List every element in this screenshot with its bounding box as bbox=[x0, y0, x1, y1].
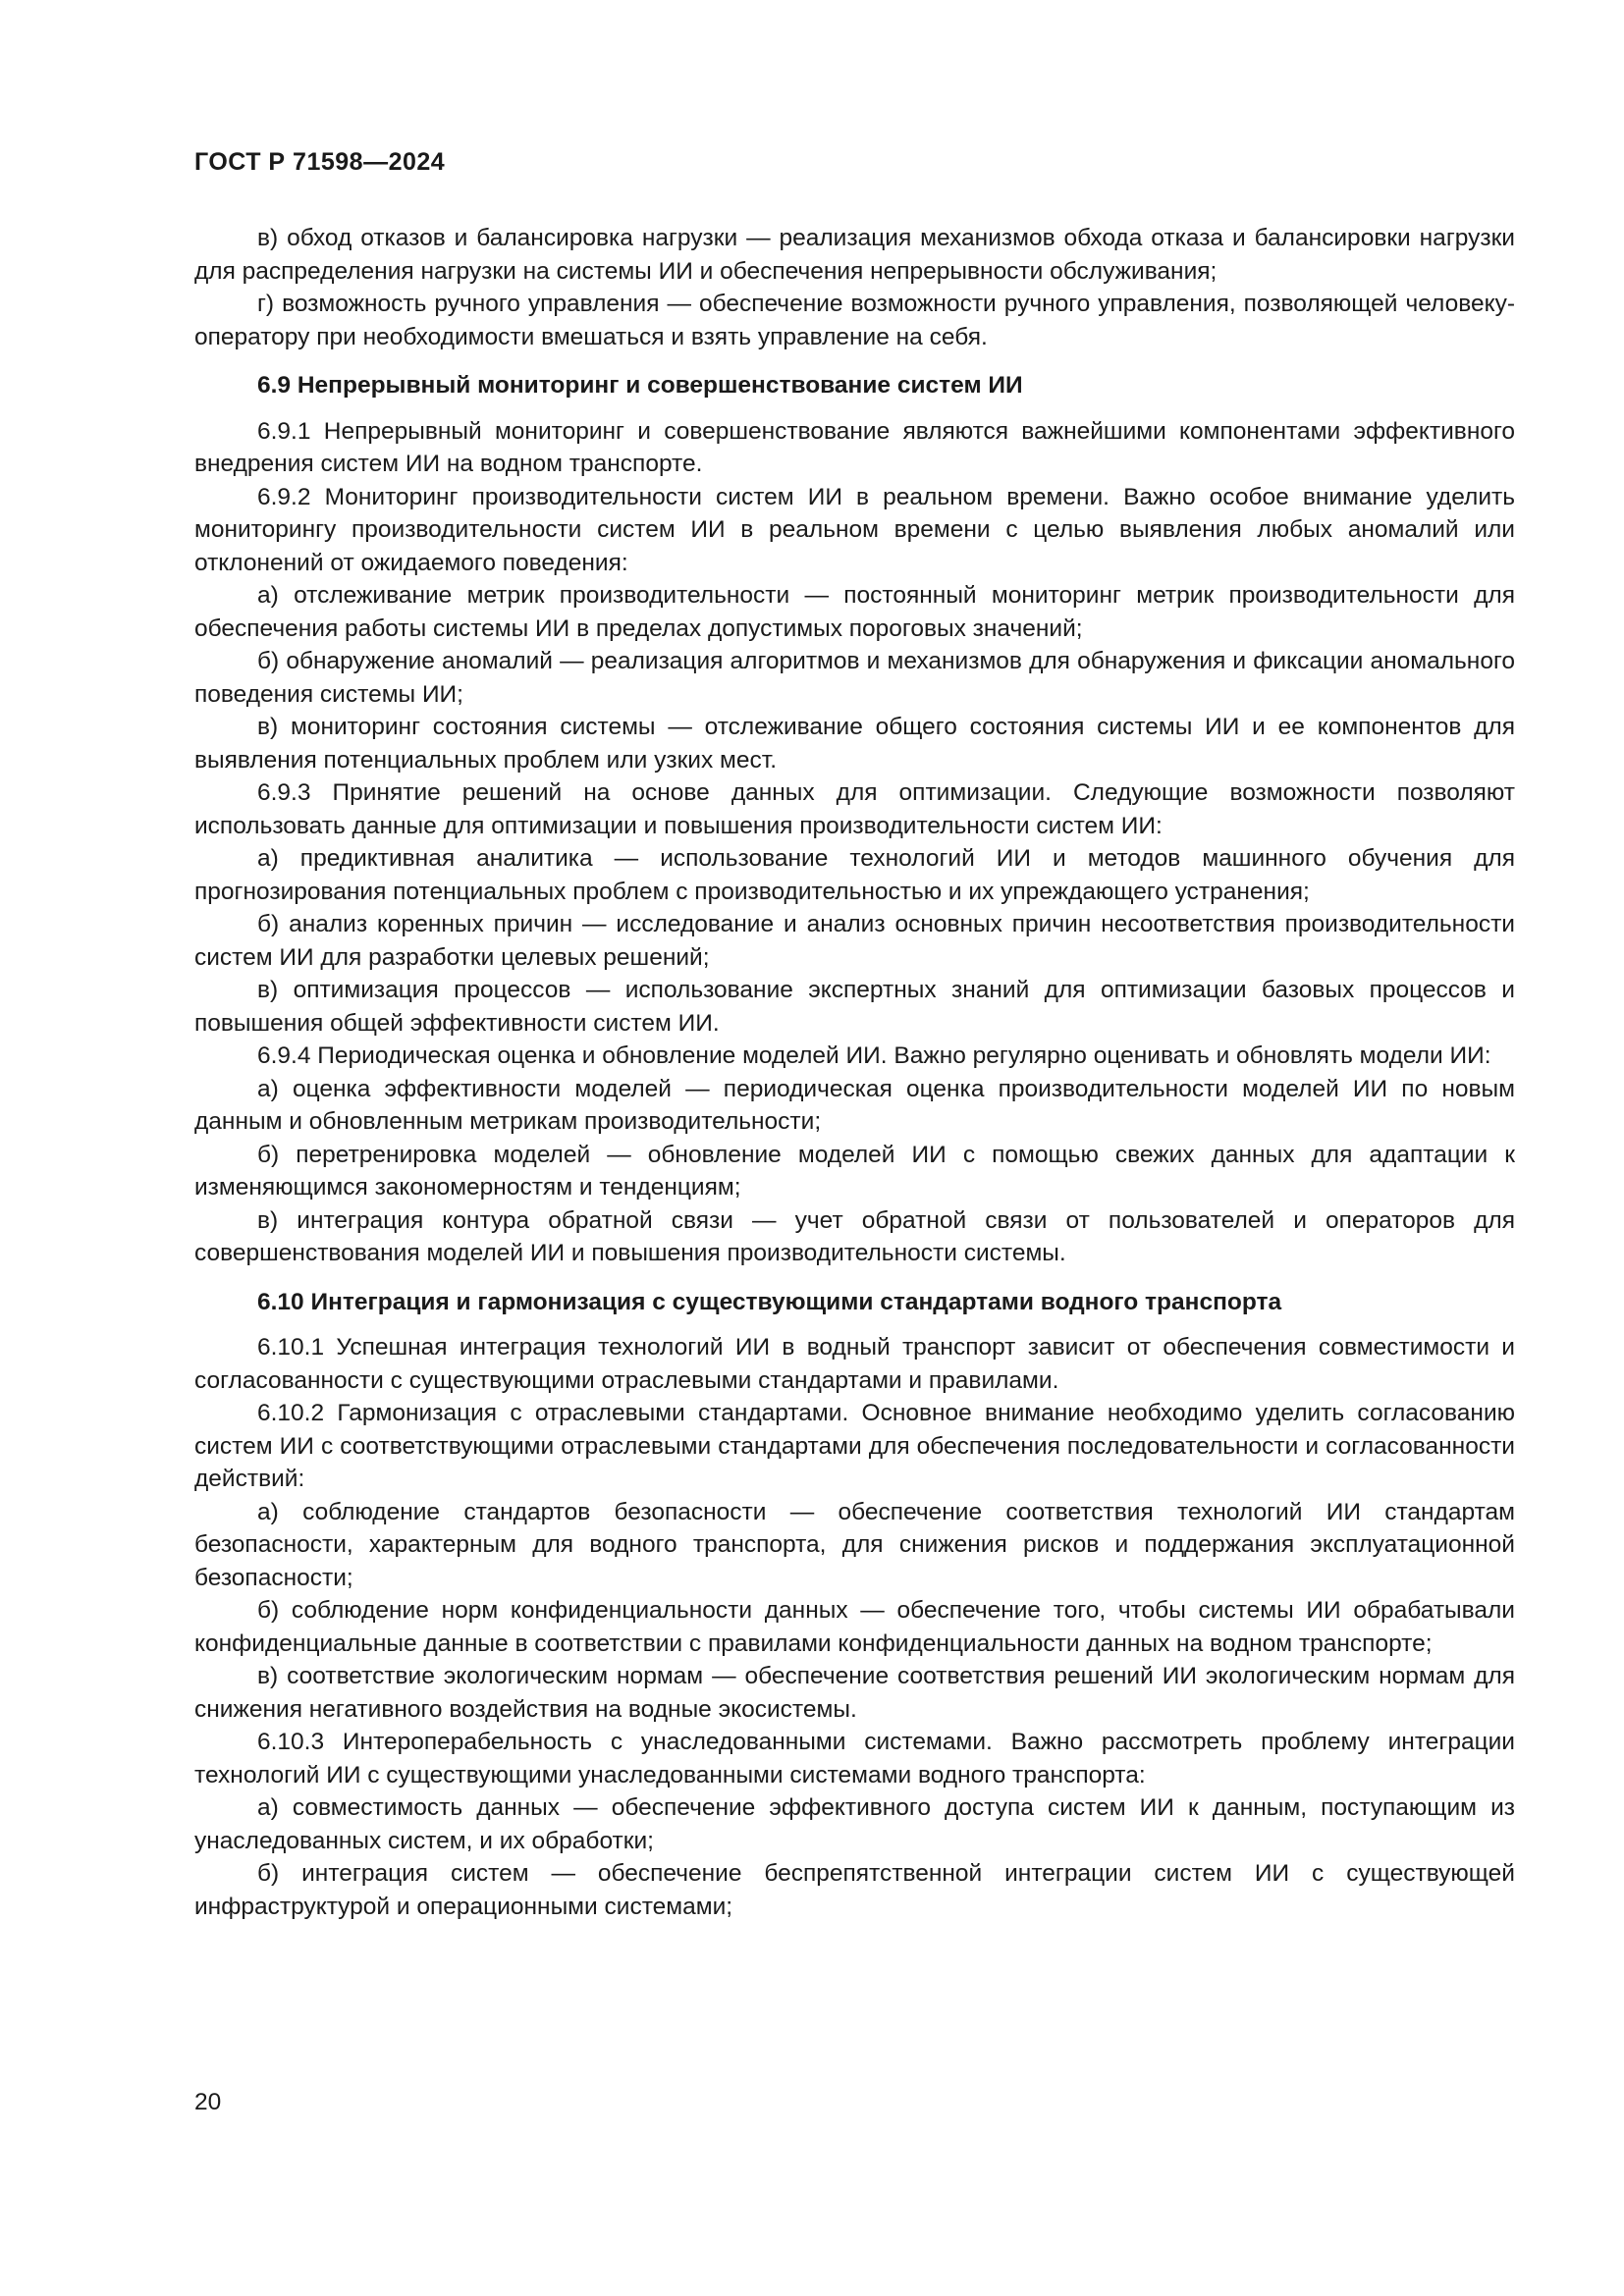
section-heading: 6.9 Непрерывный мониторинг и совершенствование систем ИИ bbox=[257, 372, 1023, 399]
paragraph: 6.9.1 Непрерывный мониторинг и совершенствование являются важнейшими компонентами эффективного внедрения систем ИИ на водном транспорте. bbox=[194, 417, 1515, 477]
paragraph: в) соответствие экологическим нормам — обеспечение соответствия решений ИИ экологическим нормам для снижения негативного воздействия на водные экосистемы. bbox=[194, 1663, 1515, 1723]
paragraph: а) оценка эффективности моделей — периодическая оценка производительности моделей ИИ по новым данным и обновленным метрикам производительности; bbox=[194, 1075, 1515, 1135]
paragraph: а) соблюдение стандартов безопасности — обеспечение соответствия технологий ИИ стандартам безопасности, характерным для водного транспорта, для снижения рисков и поддержания эксплуатационной безопасности; bbox=[194, 1498, 1515, 1591]
paragraph: б) соблюдение норм конфиденциальности данных — обеспечение того, чтобы системы ИИ обрабатывали конфиденциальные данные в соответствии с правилами конфиденциальности данных на водном транспорте; bbox=[194, 1597, 1515, 1657]
paragraph: а) отслеживание метрик производительности — постоянный мониторинг метрик производительности для обеспечения работы системы ИИ в пределах допустимых пороговых значений; bbox=[194, 582, 1515, 642]
paragraph: в) обход отказов и балансировка нагрузки — реализация механизмов обхода отказа и балансировки нагрузки для распределения нагрузки на системы ИИ и обеспечения непрерывности обслуживания; bbox=[194, 225, 1515, 285]
paragraph: 6.9.3 Принятие решений на основе данных для оптимизации. Следующие возможности позволяют использовать данные для оптимизации и повышения производительности систем ИИ: bbox=[194, 779, 1515, 839]
page-number: 20 bbox=[194, 2089, 222, 2115]
paragraph: 6.9.4 Периодическая оценка и обновление моделей ИИ. Важно регулярно оценивать и обновлять модели ИИ: bbox=[257, 1042, 1491, 1069]
paragraph: 6.10.3 Интероперабельность с унаследованными системами. Важно рассмотреть проблему интеграции технологий ИИ с существующими унаследованными системами водного транспорта: bbox=[194, 1729, 1515, 1789]
section-heading: 6.10 Интеграция и гармонизация с существующими стандартами водного транспорта bbox=[257, 1288, 1282, 1315]
paragraph: в) оптимизация процессов — использование экспертных знаний для оптимизации базовых процессов и повышения общей эффективности систем ИИ. bbox=[194, 977, 1515, 1037]
paragraph: в) мониторинг состояния системы — отслеживание общего состояния системы ИИ и ее компонентов для выявления потенциальных проблем или узких мест. bbox=[194, 714, 1515, 774]
paragraph: 6.10.1 Успешная интеграция технологий ИИ в водный транспорт зависит от обеспечения совместимости и согласованности с существующими отраслевыми стандартами и правилами. bbox=[194, 1334, 1515, 1394]
paragraph: а) предиктивная аналитика — использование технологий ИИ и методов машинного обучения для прогнозирования потенциальных проблем с производительностью и их упреждающего устранения; bbox=[194, 845, 1515, 905]
document-body bbox=[194, 222, 1515, 1923]
paragraph: а) совместимость данных — обеспечение эффективного доступа систем ИИ к данным, поступающим из унаследованных систем, и их обработки; bbox=[194, 1794, 1515, 1854]
paragraph: б) перетренировка моделей — обновление моделей ИИ с помощью свежих данных для адаптации к изменяющимся закономерностям и тенденциям; bbox=[194, 1141, 1515, 1201]
paragraph: г) возможность ручного управления — обеспечение возможности ручного управления, позволяющей человеку-оператору при необходимости вмешаться и взять управление на себя. bbox=[194, 291, 1515, 350]
paragraph: б) анализ коренных причин — исследование и анализ основных причин несоответствия производительности систем ИИ для разработки целевых решений; bbox=[194, 911, 1515, 971]
paragraph: б) интеграция систем — обеспечение беспрепятственной интеграции систем ИИ с существующей инфраструктурой и операционными системами; bbox=[194, 1860, 1515, 1920]
document-number: ГОСТ Р 71598—2024 bbox=[194, 148, 446, 176]
paragraph: в) интеграция контура обратной связи — учет обратной связи от пользователей и операторов для совершенствования моделей ИИ и повышения производительности системы. bbox=[194, 1206, 1515, 1266]
paragraph: 6.9.2 Мониторинг производительности систем ИИ в реальном времени. Важно особое внимание уделить мониторингу производительности систем ИИ в реальном времени с целью выявления любых аномалий или отклонений от ожидаемого поведения: bbox=[194, 483, 1515, 576]
paragraph: б) обнаружение аномалий — реализация алгоритмов и механизмов для обнаружения и фиксации аномального поведения системы ИИ; bbox=[194, 648, 1515, 708]
paragraph: 6.10.2 Гармонизация с отраслевыми стандартами. Основное внимание необходимо уделить согласованию систем ИИ с соответствующими отраслевыми стандартами для обеспечения последовательности и согласованности действий: bbox=[194, 1400, 1515, 1492]
